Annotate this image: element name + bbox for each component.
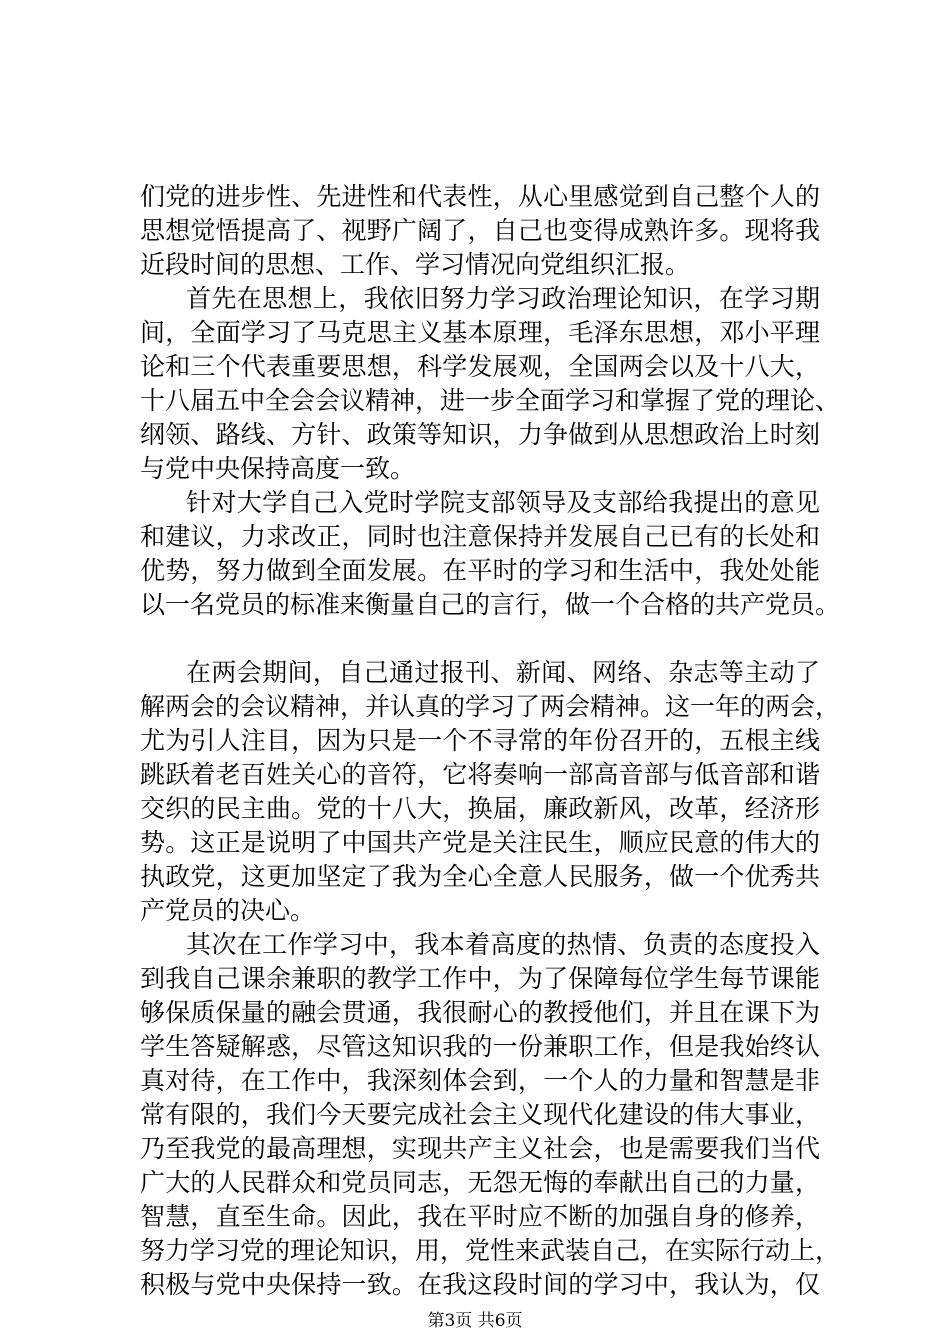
body-line: 交织的民主曲。党的十八大，换届，廉政新风，改革，经济形 [140,794,820,823]
body-line: 到我自己课余兼职的教学工作中，为了保障每位学生每节课能 [140,964,820,993]
body-line: 尤为引人注目，因为只是一个不寻常的年份召开的，五根主线 [140,726,820,755]
body-line: 和建议，力求改正，同时也注意保持并发展自己已有的长处和 [140,522,820,551]
paragraph-first-line: 针对大学自己入党时学院支部领导及支部给我提出的意见 [186,488,820,517]
body-line: 学生答疑解惑，尽管这知识我的一份兼职工作，但是我始终认 [140,1032,820,1061]
body-line: 十八届五中全会会议精神，进一步全面学习和掌握了党的理论、 [140,386,841,415]
body-line: 势。这正是说明了中国共产党是关注民生，顺应民意的伟大的 [140,828,820,857]
body-line: 优势，努力做到全面发展。在平时的学习和生活中，我处处能 [140,556,820,585]
page-number-footer: 第3页 共6页 [427,1311,523,1331]
body-line: 近段时间的思想、工作、学习情况向党组织汇报。 [140,250,691,279]
body-line: 纲领、路线、方针、政策等知识，力争做到从思想政治上时刻 [140,420,820,449]
body-line: 间，全面学习了马克思主义基本原理，毛泽东思想，邓小平理 [140,318,820,347]
paragraph-first-line: 其次在工作学习中，我本着高度的热情、负责的态度投入 [186,930,820,959]
body-line: 执政党，这更加坚定了我为全心全意人民服务，做一个优秀共 [140,862,820,891]
body-line: 真对待，在工作中，我深刻体会到，一个人的力量和智慧是非 [140,1066,820,1095]
paragraph-first-line: 首先在思想上，我依旧努力学习政治理论知识，在学习期 [186,284,820,313]
body-line: 跳跃着老百姓关心的音符，它将奏响一部高音部与低音部和谐 [140,760,820,789]
body-line: 解两会的会议精神，并认真的学习了两会精神。这一年的两会， [140,692,841,721]
body-line: 努力学习党的理论知识，用，党性来武装自己，在实际行动上， [140,1236,841,1265]
body-line: 积极与党中央保持一致。在我这段时间的学习中，我认为，仅 [140,1270,820,1299]
body-line: 论和三个代表重要思想，科学发展观，全国两会以及十八大， [140,352,820,381]
body-line: 思想觉悟提高了、视野广阔了，自己也变得成熟许多。现将我 [140,216,820,245]
body-line: 够保质保量的融会贯通，我很耐心的教授他们，并且在课下为 [140,998,820,1027]
body-line: 常有限的，我们今天要完成社会主义现代化建设的伟大事业， [140,1100,820,1129]
body-line: 以一名党员的标准来衡量自己的言行，做一个合格的共产党员。 [140,590,841,619]
body-line: 智慧，直至生命。因此，我在平时应不断的加强自身的修养， [140,1202,820,1231]
paragraph-first-line: 在两会期间，自己通过报刊、新闻、网络、杂志等主动了 [186,658,820,687]
body-line: 与党中央保持高度一致。 [140,454,416,483]
body-line: 广大的人民群众和党员同志，无怨无悔的奉献出自己的力量， [140,1168,820,1197]
body-line: 乃至我党的最高理想，实现共产主义社会，也是需要我们当代 [140,1134,820,1163]
body-line: 们党的进步性、先进性和代表性，从心里感觉到自己整个人的 [140,182,820,211]
body-line: 产党员的决心。 [140,896,316,925]
